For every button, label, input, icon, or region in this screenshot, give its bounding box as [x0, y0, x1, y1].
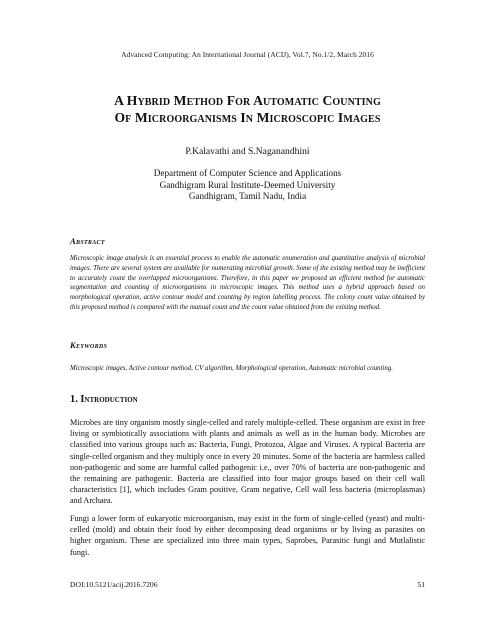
paper-title-line-1: A Hybrid Method For Automatic Counting	[114, 93, 381, 108]
affiliation-line-3: Gandhigram, Tamil Nadu, India	[188, 191, 307, 202]
journal-header: Advanced Computing: An International Journal (ACIJ), Vol.7, No.1/2, March 2016	[121, 50, 374, 59]
abstract-text: Microscopic image analysis is an essential process to enable the automatic enumeration and quantitative analysis of microbial images. There are several system are available for numerating microbial growth. Some of the existing method may be inefficient to accurately count the overlapped microorganisms. Therefore, in this paper we proposed an efficient method for automatic segmentation and counting of microorganisms in microscopic images. This method uses a hybrid approach based on morphological operation, active contour model and counting by region labelling process. The colony count value obtained by this proposed method is compared with the manual count and the count value obtained from the existing method.	[70, 255, 425, 311]
paper-title-line-2: Of Microorganisms In Microscopic Images	[114, 110, 381, 125]
introduction-paragraph-1: Microbes are tiny organism mostly single-celled and rarely multiple-celled. These organism are exist in free living or symbiotically associations with plants and animals as well as in the human body. Microbes are classified into various groups such as: Bacteria, Fungi, Protozoa, Algae and Viruses. A typical Bacteria are single-celled organism and they multiply once in every 20 minutes. Some of the bacteria are harmless called non-pathogenic and some are harmful called pathogenic i.e., over 70% of bacteria are non-pathogenic and the remaining are pathogenic. Bacteria are classified into four major groups based on their cell wall characteristics [1], which includes Gram positive, Gram negative, Cell wall less bacteria (microplasmas) and Archaea.	[70, 418, 425, 506]
doi-footer: DOI:10.5121/acij.2016.7206	[70, 580, 158, 589]
introduction-heading: 1. Introduction	[70, 394, 138, 405]
abstract-heading: Abstract	[70, 236, 105, 246]
page-number: 51	[417, 580, 425, 589]
keywords-text: Microscopic images, Active contour method, CV algorithm, Morphological operation, Automatic microbial counting.	[70, 365, 393, 372]
paper-affiliation	[0, 168, 495, 203]
paper-title	[40, 92, 455, 126]
keywords-heading: Keywords	[70, 340, 108, 350]
affiliation-line-1: Department of Computer Science and Applications	[153, 168, 342, 178]
affiliation-line-2: Gandhigram Rural Institute-Deemed University	[159, 179, 336, 190]
introduction-paragraph-2: Fungi a lower form of eukaryotic microorganism, may exist in the form of single-celled (yeast) and multi-celled (mold) and obtain their food by either decomposing dead organisms or by living as parasites on higher organism. These are specialized into three main types, Saprobes, Parasitic fungi and Mutlalistic fungi.	[70, 514, 425, 557]
paper-authors: P.Kalavathi and S.Naganandhini	[185, 146, 310, 157]
